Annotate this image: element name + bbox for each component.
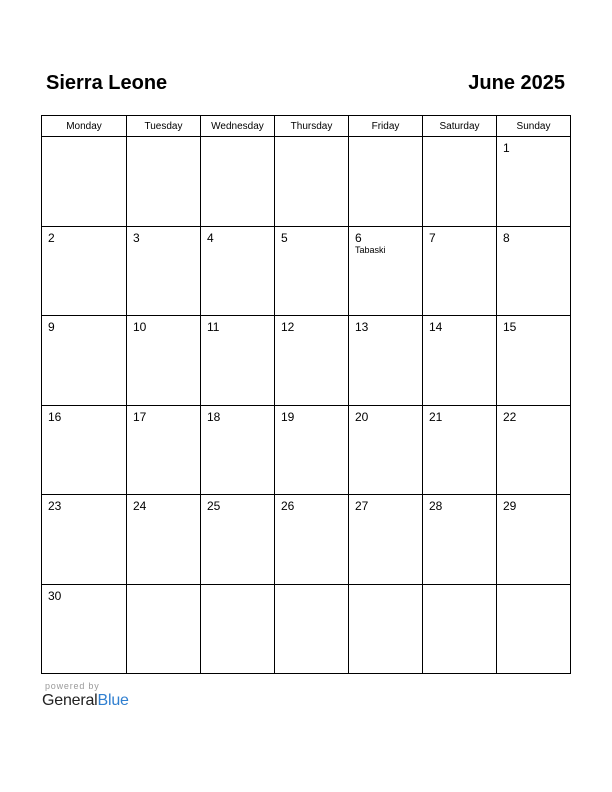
- day-number: 20: [355, 409, 369, 424]
- day-number: 5: [281, 230, 288, 245]
- day-cell: [349, 226, 423, 316]
- day-number: 19: [281, 409, 295, 424]
- weekday-thursday: Thursday: [275, 116, 349, 137]
- day-number: 10: [133, 320, 147, 334]
- day-number: 6: [355, 230, 362, 245]
- day-number: 16: [48, 409, 62, 424]
- week-row: [42, 405, 571, 495]
- day-cell: [349, 137, 423, 227]
- day-number: 9: [48, 320, 55, 334]
- country-title: Sierra Leone: [46, 72, 168, 94]
- day-cell: [201, 584, 275, 674]
- week-row: [42, 584, 571, 674]
- brand-name-general: General: [42, 692, 98, 709]
- day-cell: [201, 226, 275, 316]
- day-number: 15: [503, 320, 517, 334]
- day-number: 22: [503, 409, 517, 424]
- day-number: 2: [48, 230, 55, 245]
- day-number: 24: [133, 499, 147, 513]
- day-number: 1: [503, 141, 510, 155]
- day-cell: [275, 584, 349, 674]
- month-year-title: June 2025: [468, 72, 565, 94]
- day-cell: [127, 405, 201, 495]
- day-number: [42, 137, 126, 141]
- day-number: 12: [281, 320, 295, 334]
- day-cell: [423, 584, 497, 674]
- day-cell: [275, 316, 349, 406]
- day-number: [275, 137, 348, 141]
- day-cell: [423, 495, 497, 585]
- day-cell: [127, 316, 201, 406]
- day-number: [127, 137, 200, 141]
- day-number: [201, 137, 274, 141]
- day-number: 23: [48, 499, 62, 513]
- day-number: [275, 585, 348, 589]
- day-number: [423, 137, 496, 141]
- day-number: 17: [133, 409, 147, 424]
- brand-name-blue: Blue: [97, 692, 129, 709]
- day-number: [497, 585, 570, 589]
- day-cell: [42, 405, 127, 495]
- day-cell: [201, 405, 275, 495]
- weekday-saturday: Saturday: [423, 116, 497, 137]
- day-number: [349, 585, 422, 589]
- weekday-header-row: [42, 116, 571, 137]
- day-number: [201, 585, 274, 589]
- day-cell: [127, 495, 201, 585]
- week-row: [42, 495, 571, 585]
- day-cell: [349, 316, 423, 406]
- day-number: 25: [207, 499, 221, 513]
- day-cell: [275, 495, 349, 585]
- day-cell: [42, 495, 127, 585]
- day-cell: [127, 226, 201, 316]
- day-cell: [497, 316, 571, 406]
- powered-by-text: powered by: [45, 681, 100, 691]
- day-cell: [497, 137, 571, 227]
- day-cell: [127, 584, 201, 674]
- day-number: 30: [48, 588, 62, 603]
- day-cell: [201, 137, 275, 227]
- day-cell: [127, 137, 201, 227]
- day-cell: [423, 226, 497, 316]
- day-number: [423, 585, 496, 589]
- day-cell: [42, 137, 127, 227]
- day-cell: [201, 316, 275, 406]
- day-cell: [349, 584, 423, 674]
- day-cell: [423, 316, 497, 406]
- day-number: 28: [429, 499, 443, 513]
- day-cell: [42, 584, 127, 674]
- weekday-monday: Monday: [42, 116, 127, 137]
- week-row: [42, 137, 571, 227]
- holiday-label: Tabaski: [355, 244, 386, 255]
- day-cell: [423, 137, 497, 227]
- day-cell: [423, 405, 497, 495]
- day-cell: [201, 495, 275, 585]
- day-cell: [275, 137, 349, 227]
- day-number: 29: [503, 499, 517, 513]
- day-cell: [349, 405, 423, 495]
- day-cell: [497, 584, 571, 674]
- day-number: 7: [429, 230, 436, 245]
- day-cell: [349, 495, 423, 585]
- footer-branding: [42, 681, 129, 710]
- day-number: 4: [207, 230, 214, 245]
- calendar-header: [46, 72, 565, 98]
- week-row: [42, 226, 571, 316]
- day-number: 11: [207, 320, 220, 334]
- day-number: 13: [355, 320, 369, 334]
- day-cell: [42, 226, 127, 316]
- calendar-grid: [41, 115, 571, 674]
- day-cell: [275, 405, 349, 495]
- day-number: 27: [355, 499, 369, 513]
- day-cell: [497, 226, 571, 316]
- day-cell: [497, 495, 571, 585]
- day-number: 8: [503, 230, 510, 245]
- week-row: [42, 316, 571, 406]
- brand-logo[interactable]: [42, 692, 129, 710]
- day-number: [349, 137, 422, 141]
- day-cell: [497, 405, 571, 495]
- weekday-tuesday: Tuesday: [127, 116, 201, 137]
- day-number: 18: [207, 409, 221, 424]
- day-cell: [275, 226, 349, 316]
- weekday-wednesday: Wednesday: [201, 116, 275, 137]
- weekday-friday: Friday: [349, 116, 423, 137]
- day-number: 26: [281, 499, 295, 513]
- weekday-sunday: Sunday: [497, 116, 571, 137]
- day-number: 14: [429, 320, 443, 334]
- day-cell: [42, 316, 127, 406]
- day-number: 21: [429, 409, 443, 424]
- day-number: [127, 585, 200, 589]
- day-number: 3: [133, 230, 140, 245]
